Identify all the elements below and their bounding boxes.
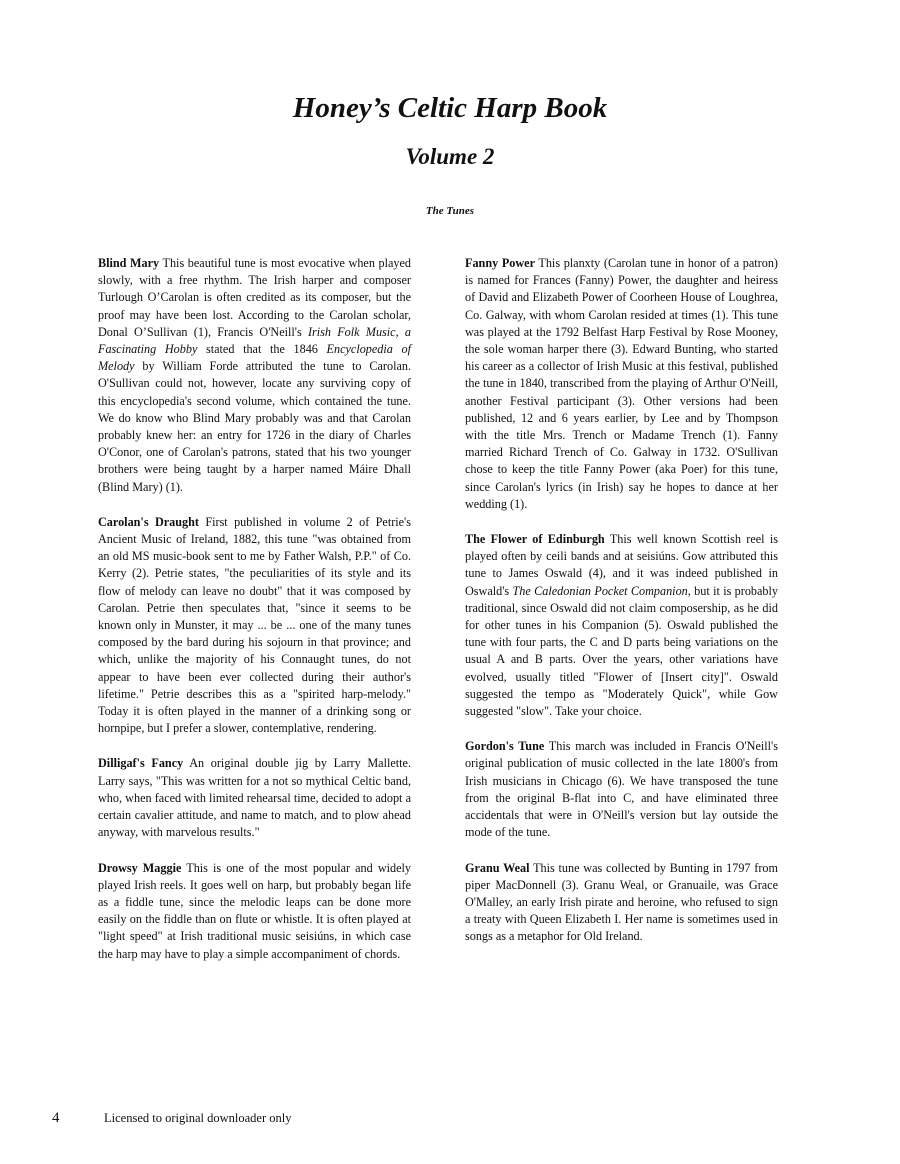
volume-subtitle: Volume 2 [405, 144, 495, 169]
tune-description: This planxty (Carolan tune in honor of a patron) is named for Frances (Fanny) Power, the daughter and heiress of David and Elizabeth Power of Coorheen House of Loughrea, Co. Galway, with whom Carolan resided at times (1). This tune was played at the 1792 Belfast Harp Festival by Rose Mooney, the sole woman harper there (3). Edward Bunting, who started his career as a collector of Irish Music at this festival, published the tune in 1840, transcribed from the playing of Arthur O'Neill, another Festival participant (3). Other versions had been published, 12 and 6 years earlier, by Lee and by Thompson with the title Mrs. Trench or Madame Trench (1). Fanny married Richard Trench of Co. Galway in 1732. O'Sullivan chose to keep the title Fanny Power (aka Poer) for this tune, since Carolan's lyrics (in Irish) say he hopes to dance at her wedding (1). [465, 256, 778, 511]
italic-title: Encyclopedia of Melody [98, 342, 411, 374]
tune-entry [465, 738, 778, 841]
tune-description: stated that the 1846 [197, 342, 327, 357]
tune-name: Gordon's Tune [465, 739, 545, 754]
tune-description: This is one of the most popular and widely played Irish reels. It goes well on harp, but probably began life as a fiddle tune, since the melodic leaps can be done more easily on the fiddle than on flute or whistle. It is often played at "light speed" at Irish traditional music seisiúns, in which case the harp may have to play a simple accompaniment of chords. [98, 860, 411, 961]
tune-entry [465, 255, 778, 513]
section-heading: The Tunes [425, 205, 475, 217]
tune-entry [465, 531, 778, 720]
tune-entry [98, 514, 411, 738]
book-title: Honey’s Celtic Harp Book [292, 92, 608, 124]
right-column [465, 255, 778, 964]
tune-name: The Flower of Edinburgh [465, 532, 605, 547]
tune-entry [98, 755, 411, 841]
tune-entry [98, 255, 411, 496]
page-number: 4 [52, 1110, 60, 1126]
tune-name: Drowsy Maggie [98, 860, 182, 875]
tune-description: This march was included in Francis O'Neill's original publication of music collected in the late 1800's from Irish musicians in Chicago (6). We have transposed the tune from the original B-flat into C, and have eliminated three accidentals that were in O'Neill's version but lay outside the mode of the tune. [465, 739, 778, 840]
tune-entry [98, 860, 411, 963]
tune-description: , but it is probably traditional, since Oswald did not claim composership, as he did for other tunes in his Companion (5). Oswald published the tune with four parts, the C and D parts being variations on the usual A and B parts. Over the years, other variations have evolved, usually titled "Flower of [Insert city]". Oswald suggested the tempo as "Moderately Quick", while Gow suggested "slow". Take your choice. [465, 583, 778, 719]
tune-name: Fanny Power [465, 256, 535, 270]
tune-name: Granu Weal [465, 860, 530, 875]
tune-description: An original double jig by Larry Mallette. Larry says, "This was written for a not so mythical Celtic band, who, when faced with limited rehearsal time, decided to adopt a certain cavalier attitude, and name to match, and to plow ahead anyway, with marvelous results." [98, 756, 411, 840]
italic-title: The Caledonian Pocket Companion [512, 583, 688, 598]
tune-description: First published in volume 2 of Petrie's Ancient Music of Ireland, 1882, this tune "was obtained from an old MS music-book sent to me by Father Walsh, P.P." of Co. Kerry (2). Petrie states, "the peculiarities of its style and its flow of melody can leave no doubt" that it was composed by Carolan. Petrie then speculates that, "since it seems to be known only in Munster, it may ... be ... one of the many tunes composed by the bard during his sojourn in that province; and which, unlike the majority of his Connaught tunes, do not appear to have been ever collected during their author's lifetime." Petrie describes this as a "spirited harp-melody." Today it is often played in the manner of a drinking song or hornpipe, but I prefer a slower, contemplative, rendering. [98, 514, 412, 736]
tune-description: This beautiful tune is most evocative when played slowly, with a free rhythm. The Irish harper and composer Turlough O’Carolan is often credited as its composer, but the proof may have been lost. According to the Carolan scholar, Donal O’Sullivan (1), Francis O'Neill's [98, 256, 412, 339]
tune-description: This tune was collected by Bunting in 1797 from piper MacDonnell (3). Granu Weal, or Granuaile, was Grace O'Malley, an early Irish pirate and heroine, who refused to sign a treaty with Queen Elizabeth I. Her name is sometimes used in songs as a metaphor for Old Ireland. [465, 860, 778, 944]
license-note: Licensed to original downloader only [104, 1111, 292, 1125]
tune-description: This well known Scottish reel is played often by ceili bands and at seisiúns. Gow attributed this tune to James Oswald (4), and it was indeed published in Oswald's [465, 532, 779, 598]
tune-name: Dilligaf's Fancy [98, 756, 184, 771]
tune-entry [465, 860, 778, 946]
left-column [98, 255, 411, 981]
tune-name: Carolan's Draught [98, 514, 199, 529]
tune-description: by William Forde attributed the tune to Carolan. O'Sullivan could not, however, locate any surviving copy of this encyclopedia's second volume, which contained the tune. We do know who Blind Mary probably was and that Carolan probably knew her: an entry for 1726 in the diary of Charles O'Conor, one of Carolan's patrons, stated that his two younger brothers were being taught by a harper named Máire Dhall (Blind Mary) (1). [98, 359, 411, 494]
italic-title: Irish Folk Music, a Fascinating Hobby [98, 324, 411, 357]
tune-name: Blind Mary [98, 256, 160, 270]
